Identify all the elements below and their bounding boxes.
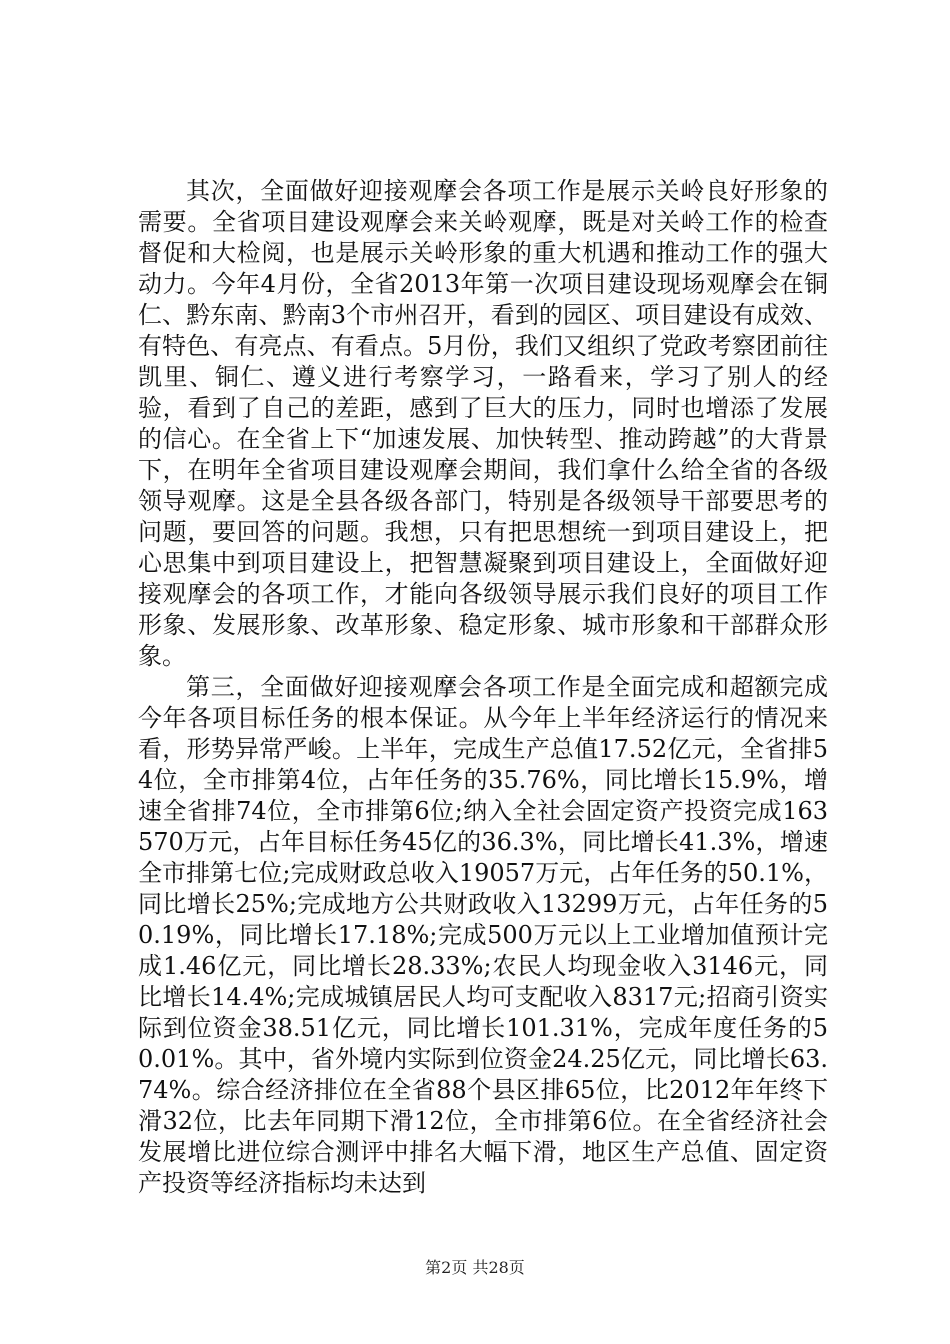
paragraph-second-reason: 其次，全面做好迎接观摩会各项工作是展示关岭良好形象的需要。全省项目建设观摩会来关岭观摩，既是对关岭工作的检查督促和大检阅，也是展示关岭形象的重大机遇和推动工作的强大动力。今年4月份，全省2013年第一次项目建设现场观摩会在铜仁、黔东南、黔南3个市州召开，看到的园区、项目建设有成效、有特色、有亮点、有看点。5月份，我们又组织了党政考察团前往凯里、铜仁、遵义进行考察学习，一路看来，学习了别人的经验，看到了自己的差距，感到了巨大的压力，同时也增添了发展的信心。在全省上下“加速发展、加快转型、推动跨越”的大背景下，在明年全省项目建设观摩会期间，我们拿什么给全省的各级领导观摩。这是全县各级各部门，特别是各级领导干部要思考的问题，要回答的问题。我想，只有把思想统一到项目建设上，把心思集中到项目建设上，把智慧凝聚到项目建设上，全面做好迎接观摩会的各项工作，才能向各级领导展示我们良好的项目工作形象、发展形象、改革形象、稳定形象、城市形象和干部群众形象。 [138,177,828,670]
page-number-footer: 第2页 共28页 [425,1258,525,1277]
document-body [138,176,828,1199]
paragraph-third-reason: 第三，全面做好迎接观摩会各项工作是全面完成和超额完成今年各项目标任务的根本保证。从今年上半年经济运行的情况来看，形势异常严峻。上半年，完成生产总值17.52亿元，全省排54位，全市排第4位，占年任务的35.76%，同比增长15.9%，增速全省排74位，全市排第6位;纳入全社会固定资产投资完成163570万元，占年目标任务45亿的36.3%，同比增长41.3%，增速全市排第七位;完成财政总收入19057万元，占年任务的50.1%，同比增长25%;完成地方公共财政收入13299万元，占年任务的50.19%，同比增长17.18%;完成500万元以上工业增加值预计完成1.46亿元，同比增长28.33%;农民人均现金收入3146元，同比增长14.4%;完成城镇居民人均可支配收入8317元;招商引资实际到位资金38.51亿元，同比增长101.31%，完成年度任务的50.01%。其中，省外境内实际到位资金24.25亿元，同比增长63.74%。综合经济排位在全省88个县区排65位，比2012年年终下滑32位，比去年同期下滑12位，全市排第6位。在全省经济社会发展增比进位综合测评中排名大幅下滑，地区生产总值、固定资产投资等经济指标均未达到 [138,673,828,1197]
